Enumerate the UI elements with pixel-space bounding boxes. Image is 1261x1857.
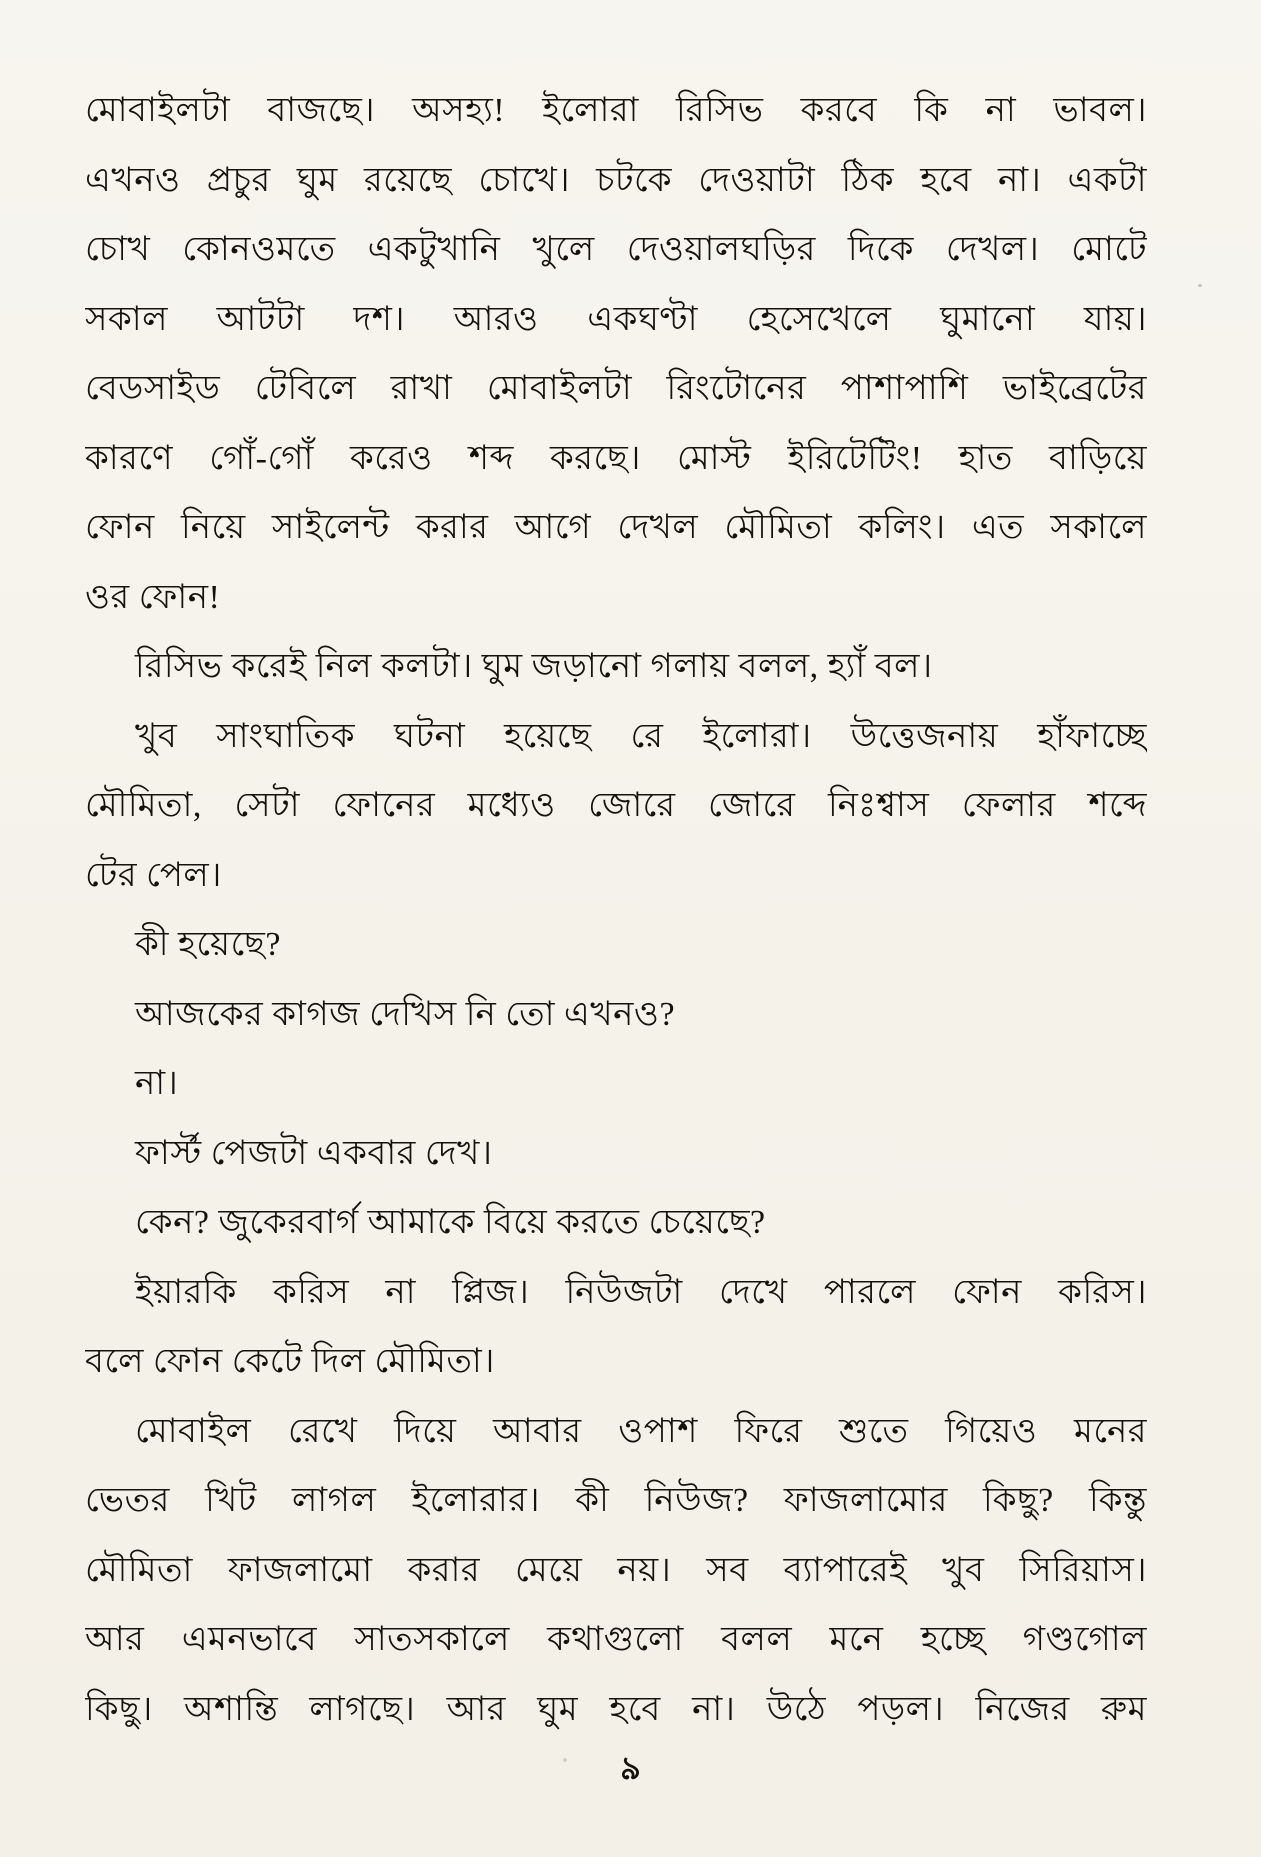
text-line-6: কারণে গোঁ-গোঁ করেও শব্দ করছে। মোস্ট ইরিটেটিং! হাত বাড়িয়ে (85, 439, 1147, 477)
scan-speck (1198, 284, 1202, 287)
text-line-5: বেডসাইড টেবিলে রাখা মোবাইলটা রিংটোনের পাশাপাশি ভাইব্রেটের (85, 370, 1147, 407)
text-line-14: আজকের কাগজ দেখিস নি তো এখনও? (135, 995, 676, 1033)
text-line-20: মোবাইল রেখে দিয়ে আবার ওপাশ ফিরে শুতে গিয়েও মনের (135, 1412, 1147, 1450)
text-line-24: কিছু। অশান্তি লাগছে। আর ঘুম হবে না। উঠে পড়ল। নিজের রুম (85, 1690, 1147, 1728)
text-line-21: ভেতর খিট লাগল ইলোরার। কী নিউজ? ফাজলামোর কিছু? কিন্তু (85, 1482, 1147, 1519)
text-line-17: কেন? জুকেরবার্গ আমাকে বিয়ে করতে চেয়েছে? (135, 1204, 766, 1241)
page-number: ৯ (620, 1750, 641, 1786)
text-line-1: মোবাইলটা বাজছে। অসহ্য! ইলোরা রিসিভ করবে কি না ভাবল। (85, 92, 1147, 129)
text-line-15: না। (135, 1065, 179, 1102)
text-block (85, 76, 1147, 1744)
text-line-22: মৌমিতা ফাজলামো করার মেয়ে নয়। সব ব্যাপারেই খুব সিরিয়াস। (85, 1551, 1147, 1589)
text-line-7: ফোন নিয়ে সাইলেন্ট করার আগে দেখল মৌমিতা কলিং। এত সকালে (85, 509, 1147, 546)
scan-speck (1105, 172, 1109, 176)
text-line-18: ইয়ারকি করিস না প্লিজ। নিউজটা দেখে পারলে ফোন করিস। (135, 1273, 1147, 1311)
text-line-16: ফার্স্ট পেজটা একবার দেখ। (135, 1134, 493, 1172)
text-line-19: বলে ফোন কেটে দিল মৌমিতা। (85, 1343, 495, 1380)
text-line-2: এখনও প্রচুর ঘুম রয়েছে চোখে। চটকে দেওয়াটা ঠিক হবে না। একটা (85, 161, 1147, 199)
text-line-23: আর এমনভাবে সাতসকালে কথাগুলো বলল মনে হচ্ছে গণ্ডগোল (85, 1621, 1147, 1658)
scan-speck (563, 1758, 567, 1762)
text-line-12: টের পেল। (85, 856, 222, 894)
text-line-13: কী হয়েছে? (135, 926, 281, 963)
text-line-9: রিসিভ করেই নিল কলটা। ঘুম জড়ানো গলায় বলল, হ্যাঁ বল। (135, 648, 933, 685)
text-line-11: মৌমিতা, সেটা ফোনের মধ্যেও জোরে জোরে নিঃশ্বাস ফেলার শব্দে (85, 787, 1147, 824)
text-line-3: চোখ কোনওমতে একটুখানি খুলে দেওয়ালঘড়ির দিকে দেখল। মোটে (85, 231, 1147, 268)
text-line-4: সকাল আটটা দশ। আরও একঘণ্টা হেসেখেলে ঘুমানো যায়। (85, 300, 1147, 338)
text-line-8: ওর ফোন! (85, 578, 221, 616)
text-line-10: খুব সাংঘাতিক ঘটনা হয়েছে রে ইলোরা। উত্তেজনায় হাঁফাচ্ছে (135, 717, 1147, 755)
